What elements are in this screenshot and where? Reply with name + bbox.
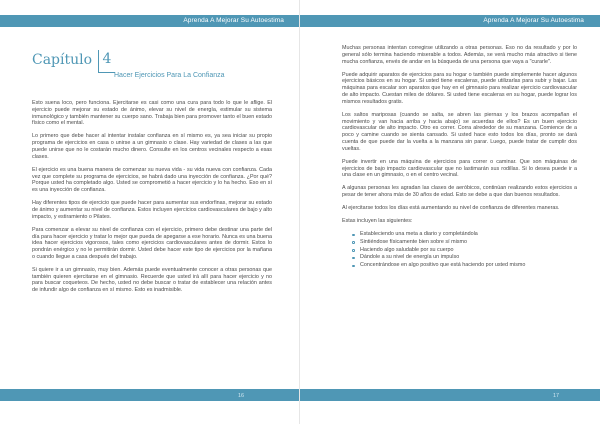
paragraph: A algunas personas les agradan las clases de aeróbicos, continúan realizando estos ejercicios a pesar de tener ahora más de 30 años de edad. Esto se debe a que dan buenos resultados. — [342, 185, 577, 199]
header-bar-right — [300, 15, 600, 27]
bullet-list — [342, 231, 577, 269]
paragraph: Hay diferentes tipos de ejercicio que puede hacer para aumentar sus endorfinas, mejorar su estado de ánimo y aumentar su nivel de confianza. Estos incluyen ejercicios cardiovasculares de bajo y alto impacto, y estiramiento o Pilates. — [32, 200, 272, 220]
bullet-icon — [352, 249, 355, 252]
bullet-icon — [352, 234, 355, 237]
paragraph: Lo primero que debe hacer al intentar instalar confianza en sí mismo es, ya sea iniciar su propio programa de ejercicios en casa o unirse a un gimnasio o clase. Hay variedad de clases a las que puede unirse que no le costarán mucho dinero. Consulte en los centros vecinales respecto a esas clases. — [32, 133, 272, 160]
running-header: Aprenda A Mejorar Su Autoestima — [483, 17, 584, 24]
page-number: 17 — [553, 393, 560, 399]
paragraph: Puede invertir en una máquina de ejercicios para correr o caminar. Que son máquinas de ejercicios de bajo impacto cardiovascular que no lastimarán sus rodillas. Si lo desea puede ir a una clase en un gimnasio, o en el centro vecinal. — [342, 158, 577, 179]
bullet-item — [360, 262, 577, 269]
bullet-icon — [352, 265, 355, 268]
paragraph: Esto suena loco, pero funciona. Ejercitarse es casi como una cura para todo lo que le aflige. El ejercicio puede mejorar su estado de ánimo, elevar su nivel de energía, estimular su sistema inmunológico y también mantener su cuerpo sano. Trabaja bien para promover tanto el buen estado físico como el mental. — [32, 100, 272, 127]
bullet-item — [360, 254, 577, 261]
footer-bar-left — [0, 389, 300, 401]
paragraph: Los saltos mariposas (cuando se salta, se abren las piernas y los brazos acompañan el movimiento y van hacia arriba y hacia abajo) se acuerdas de ellos? Es un buen ejercicio cardiovascular de alto impacto. Otro es correr. Corra alrededor de su manzana. Comience de a poco y camine cuando se sienta cansado. Si usted hace esto todos los días, pronto se dará cuenta de que puede dar la vuelta a la manzana sin parar. Luego, puede tratar de cumplir dos vueltas. — [342, 111, 577, 152]
bullet-item — [360, 231, 577, 238]
chapter-label: Capítulo — [32, 52, 93, 68]
bullet-item — [360, 239, 577, 246]
left-body-text — [32, 100, 272, 300]
bullet-text: Concentrándose en algo positivo que está haciendo por usted mismo — [360, 262, 526, 269]
paragraph: Puede adquirir aparatos de ejercicios para su hogar o también puede simplemente hacer algunos ejercicios básicos en su hogar. Si usted tiene escaleras, puede utilizarlas para subir y bajar. Las máquinas para escalar son aparatos que hay en el gimnasio para realizar ejercicio cardiovascular de alto impacto. Cuestan miles de dólares. Si usted tiene escaleras en su hogar, puede lograr los mismos resultados gratis. — [342, 71, 577, 105]
header-bar-left — [0, 15, 300, 27]
right-body-text — [342, 45, 577, 270]
paragraph: Al ejercitarse todos los días está aumentando su nivel de confianza de diferentes maneras. — [342, 205, 560, 212]
bullet-text: Estableciendo una meta a diario y completándola — [360, 231, 478, 238]
bullet-text: Haciendo algo saludable por su cuerpo — [360, 246, 454, 253]
chapter-heading — [32, 50, 272, 90]
right-page — [300, 0, 600, 424]
paragraph: Para comenzar a elevar su nivel de confianza con el ejercicio, primero debe destinar una parte del día para hacer ejercicio y tratar lo mejor que pueda de apegarse a ese horario. Nunca es una buena idea hacer ejercicios vigorosos, tales como ejercicios cardiovasculares antes de dormir. Estos lo pondrán enérgico y no le permitirán dormir. Usted debe hacer este tipo de ejercicios por la mañana o cuando llegue a casa después del trabajo. — [32, 226, 272, 260]
page-number: 16 — [238, 393, 245, 399]
chapter-number: 4 — [98, 50, 115, 73]
paragraph: Estas incluyen las siguientes: — [342, 218, 413, 225]
paragraph: Si quiere ir a un gimnasio, muy bien. Además puede eventualmente conocer a otras personas que también quieren ejercitarse en el gimnasio. Recuerde que usted irá allí para hacer ejercicio y no para buscar coqueteos. De hecho, usted no debe buscar o tratar de establecer una relación antes de infundir algo de confianza en sí mismo. Esto es inadmisible. — [32, 266, 272, 294]
chapter-title: Hacer Ejercicios Para La Confianza — [114, 72, 225, 79]
running-header: Aprenda A Mejorar Su Autoestima — [183, 17, 284, 24]
paragraph: Muchas personas intentan corregirse utilizando a otras personas. Eso no da resultado y por lo general sólo termina haciendo miserable a todos. Además, se verá mucho más atractivo si tiene mucha confianza, envés de andar en la búsqueda de una persona que vaya a "curarle". — [342, 45, 577, 65]
bullet-text: Dándole a su nivel de energía un impulso — [360, 254, 460, 261]
bullet-item — [360, 247, 577, 254]
bullet-icon — [352, 257, 355, 260]
bullet-icon — [352, 241, 355, 244]
paragraph: El ejercicio es una buena manera de comenzar su nueva vida - su vida nueva con confianza. Cada vez que complete su programa de ejercicios, se habrá dado una inyección de confianza. ¿Por qué? Porque usted ha completado algo. Usted se comprometió a hacer ejercicio y lo ha hecho. Eso en sí es una inyección de confianza. — [32, 166, 272, 194]
bullet-text: Sintiéndose físicamente bien sobre sí mismo — [360, 238, 467, 245]
